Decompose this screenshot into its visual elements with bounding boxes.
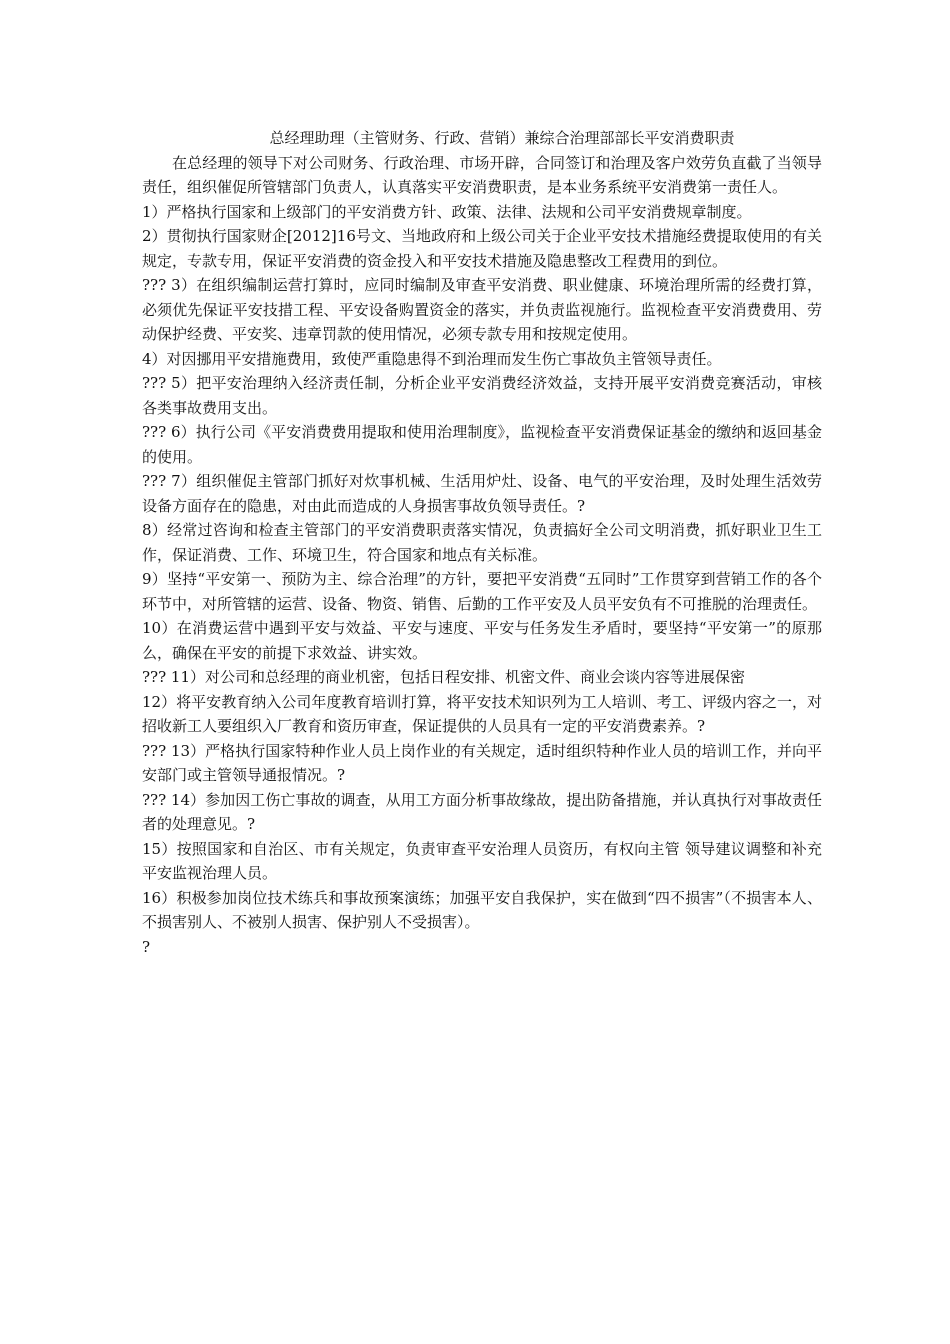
duty-item-6: ??? 6）执行公司《平安消费费用提取和使用治理制度》，监视检查平安消费保证基金的缴纳和返回基金的使用。 — [142, 423, 822, 466]
duty-item-12: 12）将平安教育纳入公司年度教育培训打算，将平安技术知识列为工人培训、考工、评级内容之一，对招收新工人要组织入厂教育和资历审查，保证提供的人员具有一定的平安消费素养。? — [142, 692, 822, 735]
intro-paragraph: 在总经理的领导下对公司财务、行政治理、市场开辟，合同签订和治理及客户效劳负直截了当领导责任，组织催促所管辖部门负责人，认真落实平安消费职责，是本业务系统平安消费第一责任人。 — [142, 153, 822, 196]
duty-item-3: ??? 3）在组织编制运营打算时，应同时编制及审查平安消费、职业健康、环境治理所需的经费打算，必须优先保证平安技措工程、平安设备购置资金的落实，并负责监视施行。监视检查平安消费费用、劳动保护经费、平安奖、违章罚款的使用情况，必须专款专用和按规定使用。 — [142, 276, 822, 343]
duty-item-8: 8）经常过咨询和检查主管部门的平安消费职责落实情况，负责搞好全公司文明消费，抓好职业卫生工作，保证消费、工作、环境卫生，符合国家和地点有关标准。 — [142, 521, 822, 564]
duty-item-10: 10）在消费运营中遇到平安与效益、平安与速度、平安与任务发生矛盾时，要坚持“平安第一”的原那么，确保在平安的前提下求效益、讲实效。 — [142, 619, 822, 662]
duty-item-13: ??? 13）严格执行国家特种作业人员上岗作业的有关规定，适时组织特种作业人员的培训工作，并向平安部门或主管领导通报情况。? — [142, 741, 822, 784]
document-title: 总经理助理（主管财务、行政、营销）兼综合治理部部长平安消费职责 — [269, 129, 735, 147]
trailing-mark: ? — [142, 937, 151, 956]
duty-item-4: 4）对因挪用平安措施费用，致使严重隐患得不到治理而发生伤亡事故负主管领导责任。 — [142, 349, 722, 368]
duty-item-16: 16）积极参加岗位技术练兵和事故预案演练；加强平安自我保护，实在做到“四不损害”（不损害本人、不损害别人、不被别人损害、保护别人不受损害）。 — [142, 888, 822, 931]
document-page — [142, 126, 822, 959]
duty-item-11: ??? 11）对公司和总经理的商业机密，包括日程安排、机密文件、商业会谈内容等进展保密 — [142, 668, 745, 686]
duty-item-14: ??? 14）参加因工伤亡事故的调查，从用工方面分析事故缘故，提出防备措施，并认真执行对事故责任者的处理意见。? — [142, 790, 822, 833]
duty-item-5: ??? 5）把平安治理纳入经济责任制，分析企业平安消费经济效益，支持开展平安消费竞赛活动，审核各类事故费用支出。 — [142, 374, 822, 417]
duty-item-1: 1）严格执行国家和上级部门的平安消费方针、政策、法律、法规和公司平安消费规章制度。 — [142, 202, 752, 221]
duty-item-9: 9）坚持“平安第一、预防为主、综合治理”的方针，要把平安消费“五同时”工作贯穿到营销工作的各个环节中，对所管辖的运营、设备、物资、销售、后勤的工作平安及人员平安负有不可推脱的治理责任。 — [142, 570, 822, 613]
duty-item-15: 15）按照国家和自治区、市有关规定，负责审查平安治理人员资历，有权向主管 领导建议调整和补充平安监视治理人员。 — [142, 839, 822, 882]
duty-item-2: 2）贯彻执行国家财企[2012]16号文、当地政府和上级公司关于企业平安技术措施经费提取使用的有关规定，专款专用，保证平安消费的资金投入和平安技术措施及隐患整改工程费用的到位。 — [142, 227, 822, 270]
duty-item-7: ??? 7）组织催促主管部门抓好对炊事机械、生活用炉灶、设备、电气的平安治理，及时处理生活效劳设备方面存在的隐患，对由此而造成的人身损害事故负领导责任。? — [142, 472, 822, 515]
